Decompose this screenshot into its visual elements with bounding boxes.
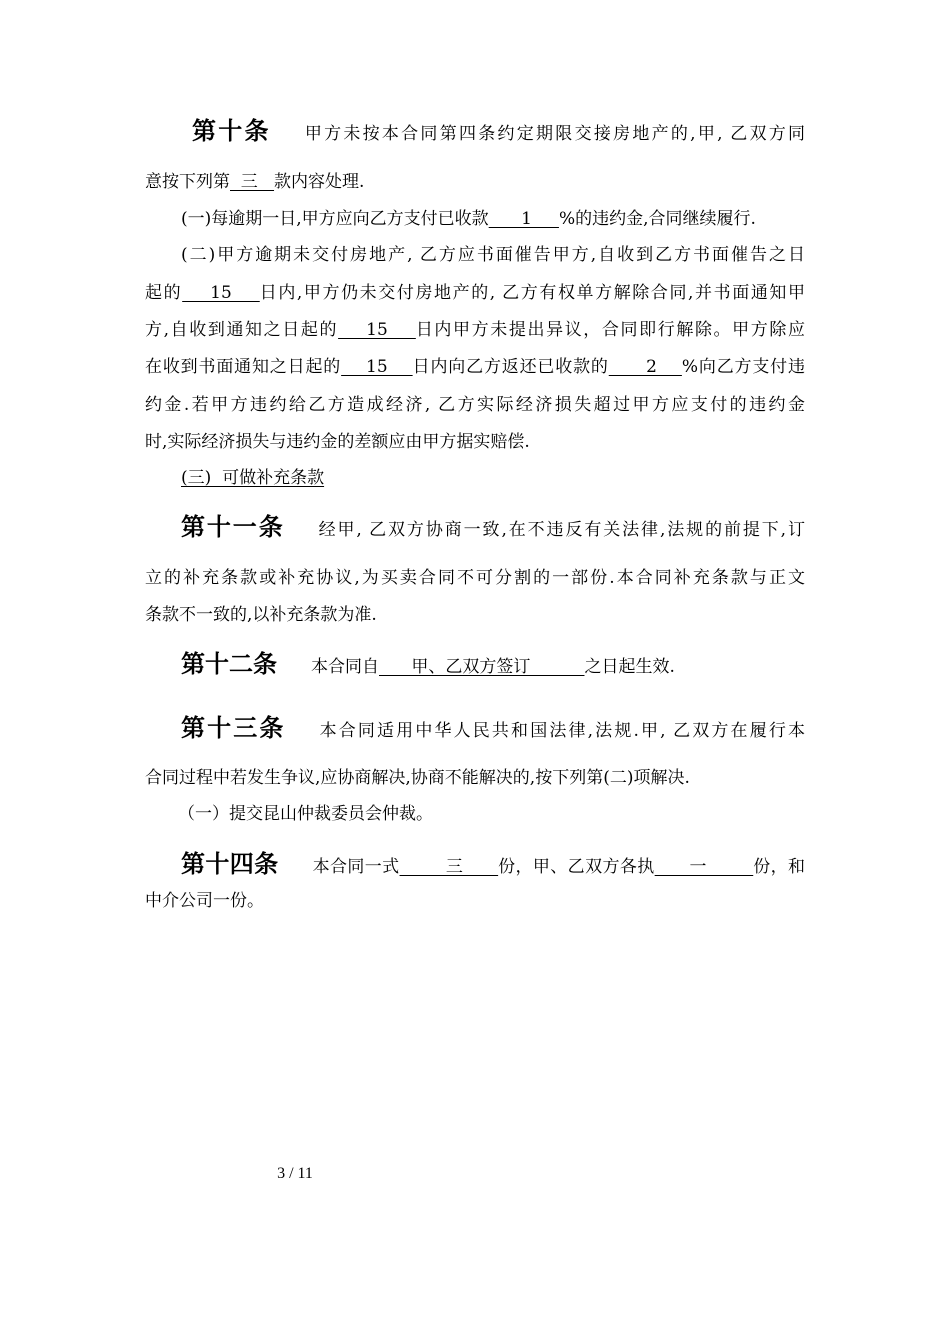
article-10-item-2-line-2: 起的 15 日内,甲方仍未交付房地产的, 乙方有权单方解除合同,并书面通知甲: [145, 283, 805, 303]
page-number: 3 / 11: [277, 1165, 313, 1182]
days-blank-2: 15: [338, 320, 416, 340]
article-10-item-1: (一)每逾期一日,甲方应向乙方支付已收款 1 %的违约金,合同继续履行.: [181, 209, 756, 229]
article-11-heading: 第十一条: [181, 512, 285, 541]
article-11-line-1: 第十一条 经甲, 乙双方协商一致,在不违反有关法律,法规的前提下,订: [181, 512, 805, 541]
penalty-rate-blank: 1: [488, 209, 559, 229]
article-12-line: 第十二条 本合同自 甲、乙双方签订 之日起生效.: [181, 649, 675, 678]
article-14-heading: 第十四条: [181, 849, 279, 878]
article-10-item-2-line-5: 约金.若甲方违约给乙方造成经济, 乙方实际经济损失超过甲方应支付的违约金: [145, 395, 805, 415]
article-13-heading: 第十三条: [181, 713, 286, 742]
article-10-item-2-line-1: (二)甲方逾期未交付房地产, 乙方应书面催告甲方,自收到乙方书面催告之日: [181, 245, 805, 265]
penalty-percent-blank: 2: [608, 357, 682, 377]
article-14-line-2: 中介公司一份。: [145, 891, 264, 911]
clause-choice-blank: 三: [230, 172, 275, 192]
article-13-line-1: 第十三条 本合同适用中华人民共和国法律,法规.甲, 乙双方在履行本: [181, 713, 805, 742]
days-blank-3: 15: [341, 357, 413, 377]
article-11-line-3: 条款不一致的,以补充条款为准.: [145, 605, 377, 625]
article-11-line-2: 立的补充条款或补充协议,为买卖合同不可分割的一部份.本合同补充条款与正文: [145, 568, 805, 588]
article-10-heading: 第十条: [192, 116, 271, 145]
copies-total-blank: 三: [399, 857, 499, 877]
effective-condition-blank: 甲、乙双方签订: [379, 657, 585, 677]
article-14-line-1: 第十四条 本合同一式 三 份，甲、乙双方各执 一 份，和: [181, 849, 806, 878]
days-blank-1: 15: [182, 283, 260, 303]
article-12-heading: 第十二条: [181, 649, 277, 678]
article-10-item-3: (三) 可做补充条款: [181, 468, 325, 488]
article-13-item-1: （一）提交昆山仲裁委员会仲裁。: [178, 804, 433, 824]
article-10-item-2-line-3: 方,自收到通知之日起的 15 日内甲方未提出异议，合同即行解除。甲方除应: [145, 320, 805, 340]
article-10-line-1: 第十条 甲方未按本合同第四条约定期限交接房地产的,甲, 乙双方同: [192, 116, 805, 145]
article-13-line-2: 合同过程中若发生争议,应协商解决,协商不能解决的,按下列第(二)项解决.: [145, 768, 690, 788]
article-10-item-2-line-4: 在收到书面通知之日起的 15 日内向乙方返还已收款的 2 %向乙方支付违: [145, 357, 806, 377]
article-10-item-2-line-6: 时,实际经济损失与违约金的差额应由甲方据实赔偿.: [145, 432, 530, 452]
article-10-line-2: 意按下列第 三 款内容处理.: [145, 172, 365, 192]
copies-each-blank: 一: [654, 857, 754, 877]
